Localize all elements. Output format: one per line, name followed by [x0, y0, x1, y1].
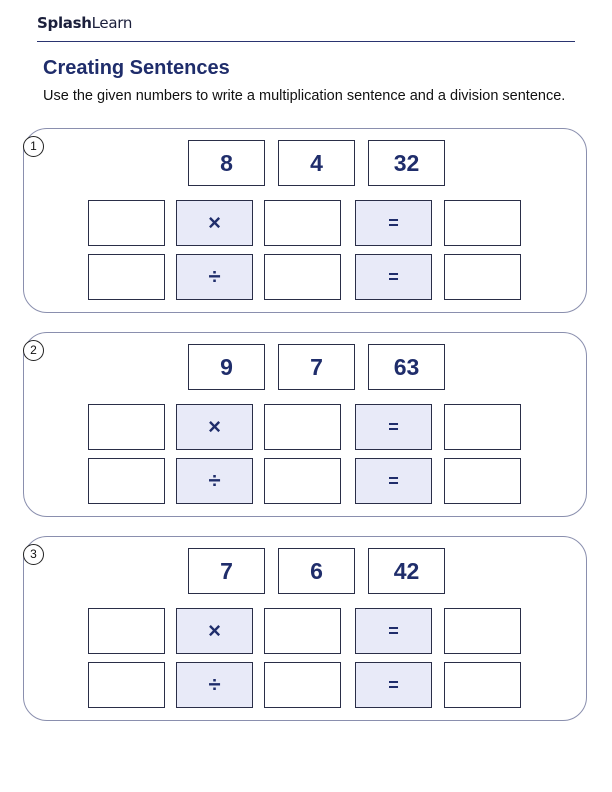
multiplication-answer-box-2[interactable] [264, 200, 341, 246]
division-answer-box-3[interactable] [444, 458, 521, 504]
times-sign: × [176, 608, 253, 654]
divide-sign: ÷ [176, 662, 253, 708]
given-number-1: 9 [188, 344, 265, 390]
division-answer-box-2[interactable] [264, 254, 341, 300]
division-answer-box-1[interactable] [88, 458, 165, 504]
problem-card-2 [23, 332, 587, 517]
division-answer-box-2[interactable] [264, 458, 341, 504]
multiplication-answer-box-2[interactable] [264, 404, 341, 450]
problem-card-3 [23, 536, 587, 721]
equals-sign: = [355, 254, 432, 300]
header-divider [37, 41, 575, 42]
division-answer-box-3[interactable] [444, 662, 521, 708]
given-number-3: 63 [368, 344, 445, 390]
given-number-1: 7 [188, 548, 265, 594]
worksheet-instructions: Use the given numbers to write a multiplication sentence and a division sentence. [43, 88, 566, 104]
multiplication-answer-box-3[interactable] [444, 200, 521, 246]
multiplication-answer-box-3[interactable] [444, 608, 521, 654]
divide-sign: ÷ [176, 458, 253, 504]
equals-sign: = [355, 458, 432, 504]
given-number-3: 32 [368, 140, 445, 186]
given-number-3: 42 [368, 548, 445, 594]
problem-number-badge: 3 [23, 544, 44, 565]
equals-sign: = [355, 608, 432, 654]
divide-sign: ÷ [176, 254, 253, 300]
given-number-2: 4 [278, 140, 355, 186]
division-answer-box-1[interactable] [88, 254, 165, 300]
multiplication-answer-box-1[interactable] [88, 200, 165, 246]
given-number-2: 7 [278, 344, 355, 390]
division-answer-box-1[interactable] [88, 662, 165, 708]
times-sign: × [176, 404, 253, 450]
problem-card-1 [23, 128, 587, 313]
equals-sign: = [355, 404, 432, 450]
multiplication-answer-box-2[interactable] [264, 608, 341, 654]
division-answer-box-2[interactable] [264, 662, 341, 708]
multiplication-answer-box-1[interactable] [88, 608, 165, 654]
equals-sign: = [355, 662, 432, 708]
times-sign: × [176, 200, 253, 246]
given-number-2: 6 [278, 548, 355, 594]
problem-number-badge: 1 [23, 136, 44, 157]
multiplication-answer-box-3[interactable] [444, 404, 521, 450]
given-number-1: 8 [188, 140, 265, 186]
equals-sign: = [355, 200, 432, 246]
problem-number-badge: 2 [23, 340, 44, 361]
splashlearn-logo: SplashLearn [37, 14, 133, 32]
division-answer-box-3[interactable] [444, 254, 521, 300]
multiplication-answer-box-1[interactable] [88, 404, 165, 450]
worksheet-title: Creating Sentences [43, 57, 230, 79]
